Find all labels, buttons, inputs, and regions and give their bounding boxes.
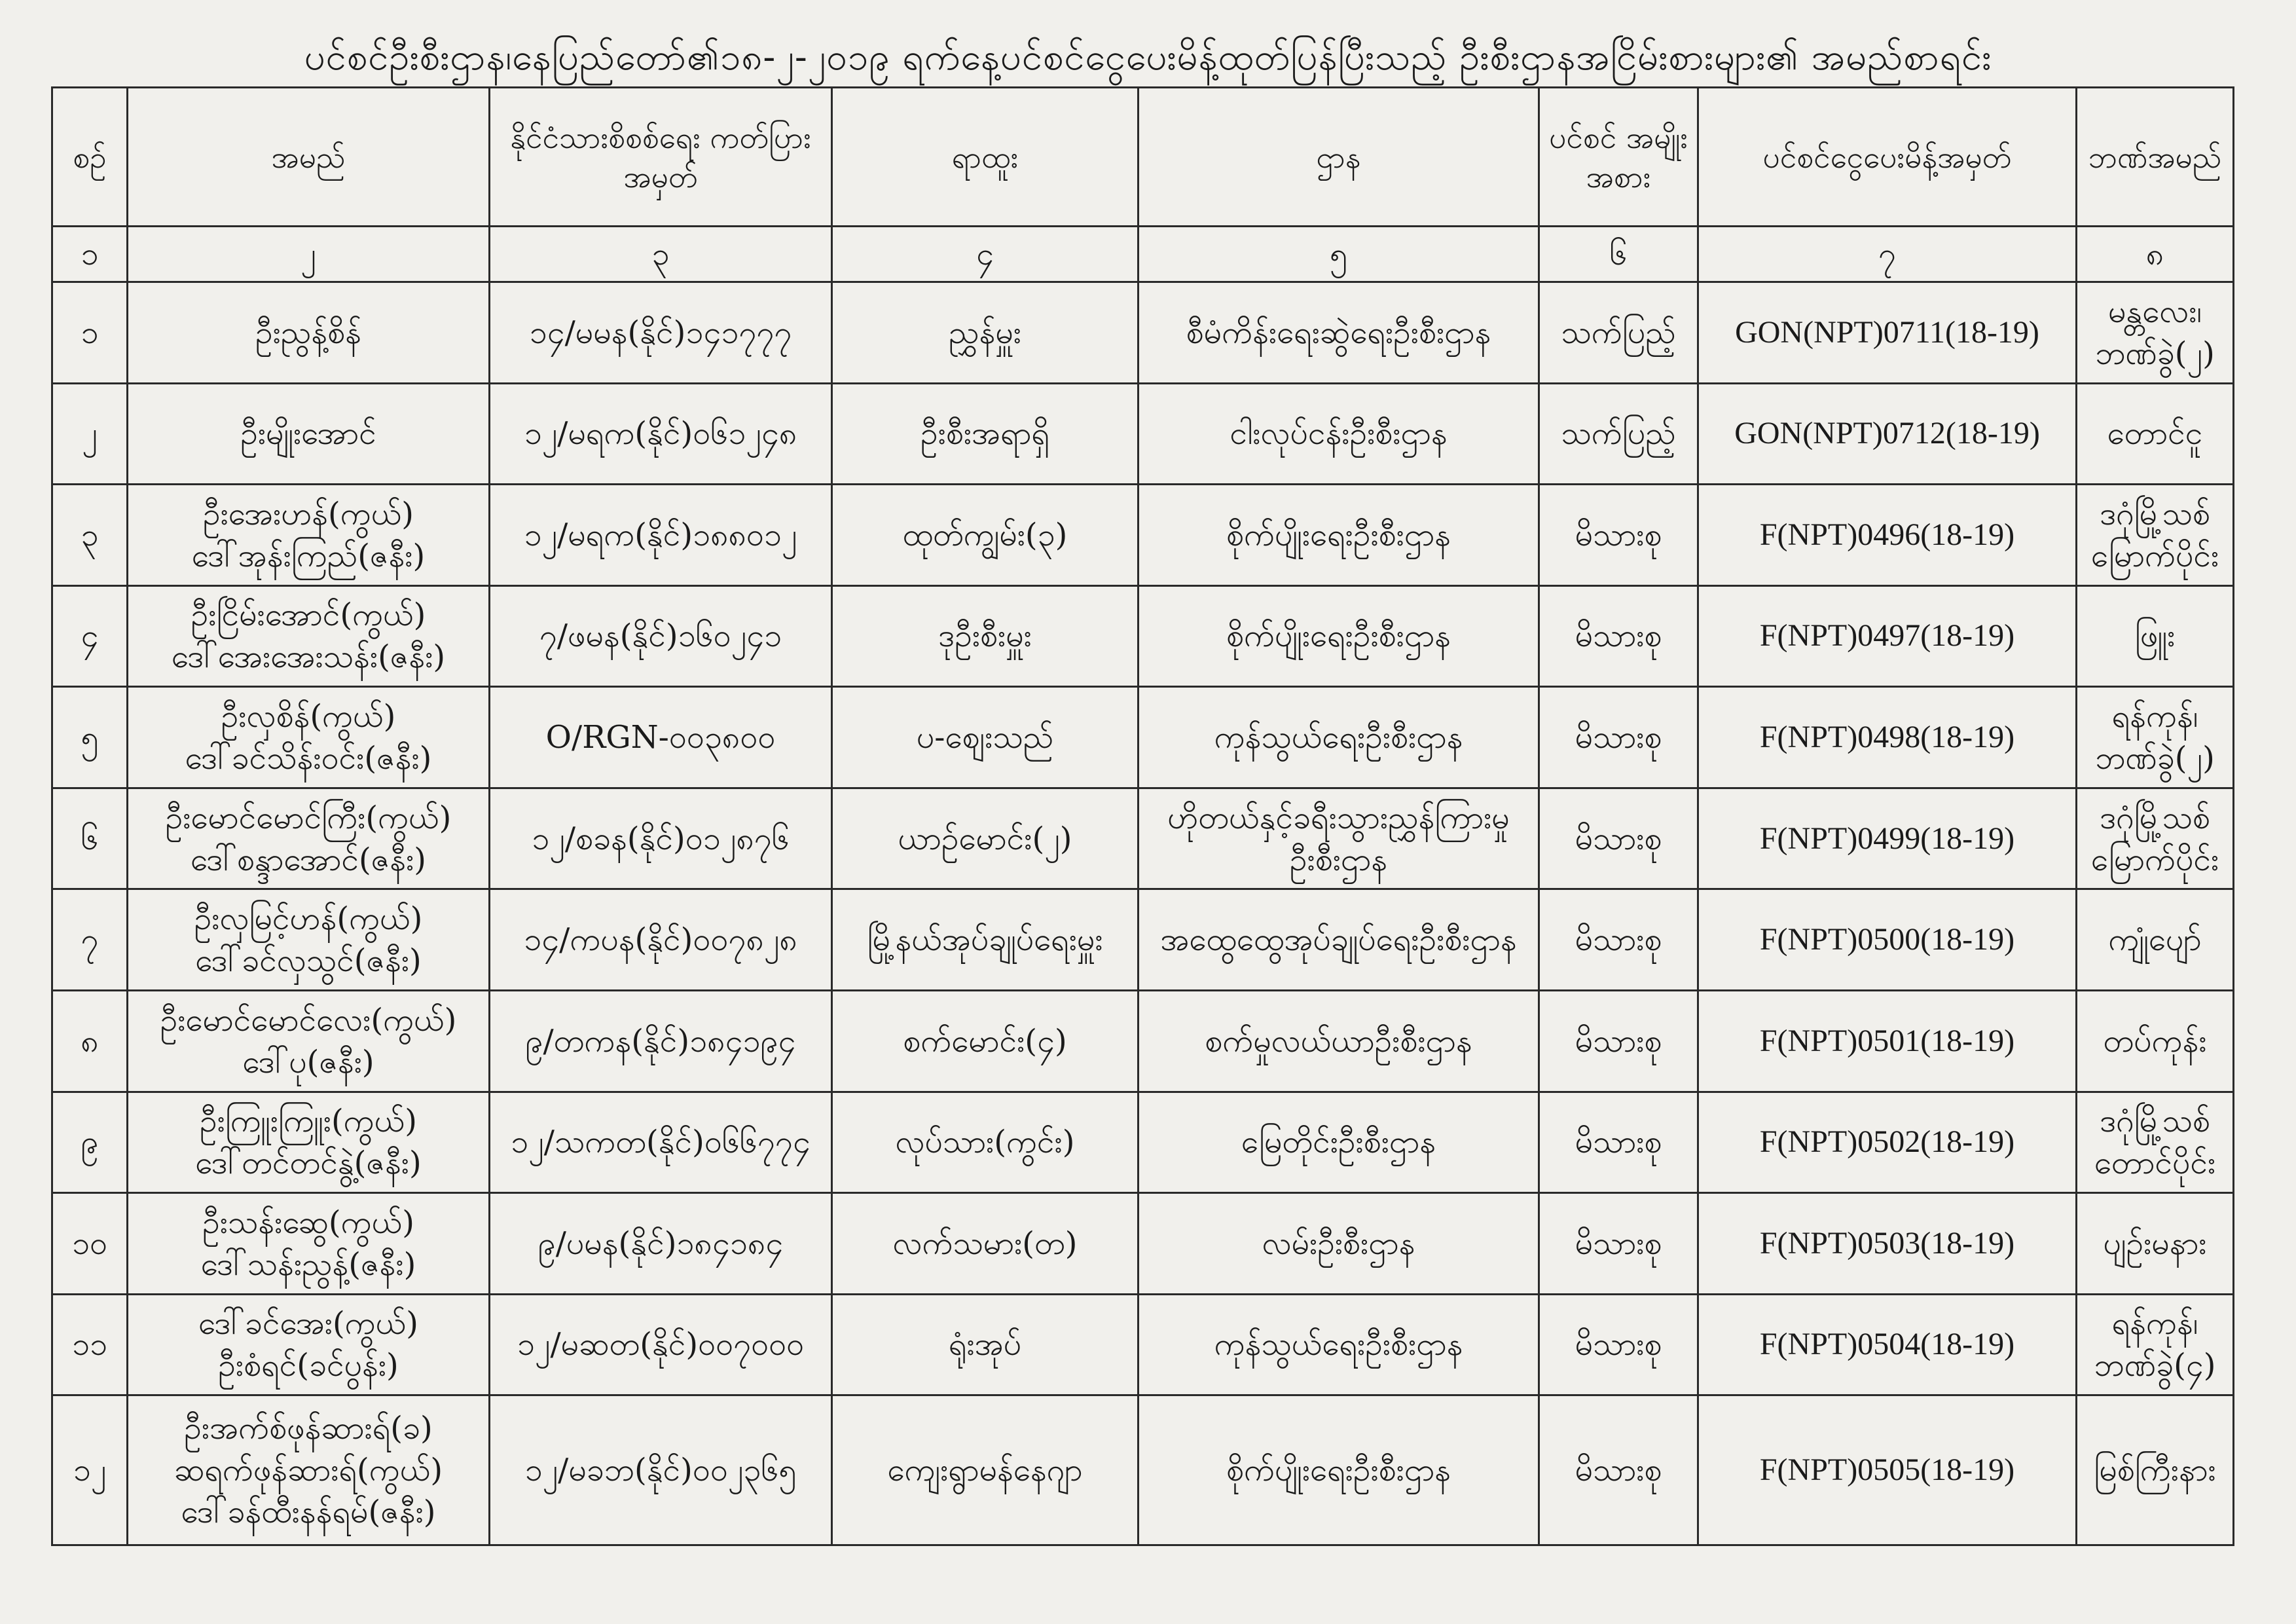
department-cell (1139, 687, 1539, 788)
document-title: ပင်စင်ဦးစီးဌာန၊နေပြည်တော်၏၁၈-၂-၂၀၁၉ ရက်နေ့ပင်စင်ငွေပေးမိန့်ထုတ်ပြန်ပြီးသည့် ဦးစီးဌာနအငြိမ်းစားများ၏ အမည်စာရင်း (304, 36, 1992, 79)
column-header-nrc: နိုင်ငံသားစိစစ်ရေး ကတ်ပြားအမှတ် (490, 88, 832, 227)
pension-order-cell: GON(NPT)0712(18-19) (1698, 383, 2077, 485)
cell-line: ဘဏ်ခွဲ(၂) (2095, 335, 2215, 372)
cell-line: ဘဏ်ခွဲ(၄) (2094, 1347, 2216, 1384)
cell-line: ရန်ကုန်၊ (2111, 698, 2198, 735)
nrc-cell: ၁၄/မမန(နိုင်)၁၄၁၇၇၇ (490, 282, 832, 384)
serial-cell: ၂ (52, 383, 128, 485)
column-number-rank: ၄ (832, 227, 1139, 282)
pension-roster-table (51, 86, 2234, 1546)
department-cell (1139, 1395, 1539, 1545)
table-row (52, 1395, 2234, 1545)
cell-line: စီမံကိန်းရေးဆွဲရေးဦးစီးဌာန (1186, 314, 1491, 351)
rank-cell: ကျေးရွာမန်နေဂျာ (832, 1395, 1139, 1545)
table-row (52, 687, 2234, 788)
cell-line: ငါးလုပ်ငန်းဦးစီးဌာန (1230, 415, 1448, 452)
bank-cell (2077, 1395, 2234, 1545)
roster-body (52, 282, 2234, 1545)
cell-line: ဦးအက်စ်ဖုန်ဆားရ်(ခ) (184, 1410, 433, 1447)
cell-line: ဒဂုံမြို့သစ် (2100, 495, 2210, 532)
pension-type-cell: မိသားစု (1539, 788, 1698, 889)
nrc-cell: ၁၄/ကပန(နိုင်)၀၀၇၈၂၈ (490, 889, 832, 991)
column-header-pension-type: ပင်စင် အမျိုး အစား (1539, 88, 1698, 227)
pension-type-cell: မိသားစု (1539, 687, 1698, 788)
name-cell (128, 687, 490, 788)
rank-cell: မြို့နယ်အုပ်ချုပ်ရေးမှူး (832, 889, 1139, 991)
pension-order-cell: F(NPT)0496(18-19) (1698, 485, 2077, 586)
name-cell (128, 1294, 490, 1395)
name-cell (128, 383, 490, 485)
cell-line: စိုက်ပျိုးရေးဦးစီးဌာန (1226, 1452, 1451, 1489)
cell-line: စိုက်ပျိုးရေးဦးစီးဌာန (1226, 618, 1451, 655)
column-number-row (52, 227, 2234, 282)
column-header-department: ဌာန (1139, 88, 1539, 227)
column-header-name: အမည် (128, 88, 490, 227)
department-cell (1139, 788, 1539, 889)
pension-type-cell: မိသားစု (1539, 889, 1698, 991)
bank-cell (2077, 485, 2234, 586)
name-cell (128, 585, 490, 687)
cell-line: တပ်ကုန်း (2103, 1022, 2207, 1060)
serial-cell: ၁၂ (52, 1395, 128, 1545)
serial-cell: ၅ (52, 687, 128, 788)
table-row (52, 788, 2234, 889)
cell-line: ဦးစံရင်(ခင်ပွန်း) (218, 1347, 399, 1384)
cell-line: ဒေါ်ခန်ထီးနန်ရမ်(ဇနီး) (181, 1494, 436, 1531)
rank-cell: ဦးစီးအရာရှိ (832, 383, 1139, 485)
cell-line: ဦးညွန့်စိန် (255, 314, 361, 351)
column-header-rank: ရာထူး (832, 88, 1139, 227)
nrc-cell: ၁၂/သကတ(နိုင်)၀၆၆၇၇၄ (490, 1092, 832, 1193)
cell-line: အထွေထွေအုပ်ချုပ်ရေးဦးစီးဌာန (1160, 921, 1517, 959)
rank-cell: ဒုဦးစီးမှူး (832, 585, 1139, 687)
nrc-cell: ၇/ဖမန(နိုင်)၁၆၀၂၄၁ (490, 585, 832, 687)
bank-cell (2077, 889, 2234, 991)
table-row (52, 1294, 2234, 1395)
pension-order-cell: F(NPT)0504(18-19) (1698, 1294, 2077, 1395)
serial-cell: ၁၀ (52, 1193, 128, 1295)
pension-order-cell: F(NPT)0500(18-19) (1698, 889, 2077, 991)
pension-type-cell: သက်ပြည့် (1539, 383, 1698, 485)
pension-order-cell: F(NPT)0503(18-19) (1698, 1193, 2077, 1295)
pension-type-cell: မိသားစု (1539, 585, 1698, 687)
name-cell (128, 990, 490, 1092)
bank-cell (2077, 383, 2234, 485)
department-cell (1139, 1092, 1539, 1193)
column-header-bank: ဘဏ်အမည် (2077, 88, 2234, 227)
cell-line: ဦးကြူးကြူး(ကွယ်) (200, 1103, 417, 1140)
rank-cell: ရုံးအုပ် (832, 1294, 1139, 1395)
pension-type-cell: မိသားစု (1539, 990, 1698, 1092)
nrc-cell: ၁၂/စခန(နိုင်)၀၁၂၈၇၆ (490, 788, 832, 889)
cell-line: ဦးစီးဌာန (1289, 841, 1388, 878)
table-row (52, 485, 2234, 586)
department-cell (1139, 1294, 1539, 1395)
column-header-serial: စဉ် (52, 88, 128, 227)
cell-line: မန္တလေး၊ (2107, 293, 2202, 330)
cell-line: ဒေါ်ခင်သိန်းဝင်း(ဇနီး) (185, 740, 432, 777)
department-cell (1139, 585, 1539, 687)
nrc-cell: O/RGN-၀၀၃၈၀၀ (490, 687, 832, 788)
serial-cell: ၄ (52, 585, 128, 687)
cell-line: ဦးလှမြင့်ဟန်(ကွယ်) (194, 900, 423, 938)
name-cell (128, 788, 490, 889)
cell-line: ဟိုတယ်နှင့်ခရီးသွားညွှန်ကြားမှု (1167, 799, 1510, 836)
cell-line: ရန်ကုန်၊ (2111, 1305, 2198, 1342)
pension-order-cell: F(NPT)0502(18-19) (1698, 1092, 2077, 1193)
cell-line: ဖြူး (2134, 618, 2176, 655)
rank-cell: ထုတ်ကျွမ်း(၃) (832, 485, 1139, 586)
serial-cell: ၉ (52, 1092, 128, 1193)
cell-line: ဦးမောင်မောင်လေး(ကွယ်) (160, 1001, 457, 1039)
serial-cell: ၇ (52, 889, 128, 991)
column-number-pension-type: ၆ (1539, 227, 1698, 282)
table-row (52, 282, 2234, 384)
name-cell (128, 485, 490, 586)
nrc-cell: ၁၂/မခဘ(နိုင်)၀၀၂၃၆၅ (490, 1395, 832, 1545)
cell-line: ဆရက်ဖုန်ဆားရ်(ကွယ်) (173, 1452, 443, 1489)
bank-cell (2077, 1092, 2234, 1193)
cell-line: မြစ်ကြီးနား (2094, 1452, 2216, 1489)
cell-line: ဒေါ်ခင်လှသွင်(ဇနီး) (195, 942, 422, 980)
cell-line: ဒေါ်တင်တင်နွဲ့(ဇနီး) (195, 1145, 422, 1182)
serial-cell: ၆ (52, 788, 128, 889)
cell-line: ဦးသန်းဆွေ(ကွယ်) (202, 1204, 414, 1241)
cell-line: ဒေါ်ခင်အေး(ကွယ်) (198, 1305, 418, 1342)
column-number-pension-order: ၇ (1698, 227, 2077, 282)
bank-cell (2077, 1193, 2234, 1295)
serial-cell: ၁၁ (52, 1294, 128, 1395)
cell-line: ဒေါ်ပု(ဇနီး) (242, 1043, 374, 1080)
table-row (52, 585, 2234, 687)
table-row (52, 990, 2234, 1092)
cell-line: ဒေါ်အုန်းကြည်(ဇနီး) (191, 537, 426, 574)
name-cell (128, 889, 490, 991)
bank-cell (2077, 282, 2234, 384)
bank-cell (2077, 1294, 2234, 1395)
nrc-cell: ၁၂/မရက(နိုင်)၁၈၈၀၁၂ (490, 485, 832, 586)
cell-line: စက်မှုလယ်ယာဦးစီးဌာန (1205, 1022, 1472, 1060)
cell-line: ဦးအေးဟန်(ကွယ်) (202, 495, 414, 532)
header-row (52, 88, 2234, 227)
cell-line: ဦးလှစိန်(ကွယ်) (221, 698, 396, 735)
column-number-serial: ၁ (52, 227, 128, 282)
column-number-bank: ၈ (2077, 227, 2234, 282)
cell-line: ကုန်သွယ်ရေးဦးစီးဌာန (1214, 719, 1463, 756)
cell-line: ဦးမောင်မောင်ကြီး(ကွယ်) (165, 799, 452, 836)
cell-line: မြောက်ပိုင်း (2090, 841, 2219, 878)
department-cell (1139, 1193, 1539, 1295)
rank-cell: ညွှန်မှူး (832, 282, 1139, 384)
cell-line: ဘဏ်ခွဲ(၂) (2095, 740, 2215, 777)
cell-line: စိုက်ပျိုးရေးဦးစီးဌာန (1226, 516, 1451, 553)
bank-cell (2077, 788, 2234, 889)
name-cell (128, 1193, 490, 1295)
cell-line: ဒဂုံမြို့သစ် (2100, 799, 2210, 836)
name-cell (128, 1092, 490, 1193)
nrc-cell: ၁၂/မဆတ(နိုင်)၀၀၇၀၀၀ (490, 1294, 832, 1395)
column-number-department: ၅ (1139, 227, 1539, 282)
column-number-nrc: ၃ (490, 227, 832, 282)
cell-line: ဒေါ်အေးအေးသန်း(ဇနီး) (171, 638, 446, 676)
cell-line: ဒေါ်သန်းညွန့်(ဇနီး) (200, 1246, 416, 1283)
cell-line: ကျုံပျော် (2108, 921, 2202, 959)
department-cell (1139, 990, 1539, 1092)
rank-cell: ယာဉ်မောင်း(၂) (832, 788, 1139, 889)
cell-line: မြေတိုင်းဦးစီးဌာန (1241, 1124, 1436, 1161)
cell-line: လမ်းဦးစီးဌာန (1262, 1225, 1415, 1262)
pension-order-cell: GON(NPT)0711(18-19) (1698, 282, 2077, 384)
table-row (52, 1092, 2234, 1193)
cell-line: ဒေါ်စန္ဒာအောင်(ဇနီး) (190, 841, 427, 878)
table-row (52, 889, 2234, 991)
pension-type-cell: မိသားစု (1539, 1395, 1698, 1545)
rank-cell: လုပ်သား(ကွင်း) (832, 1092, 1139, 1193)
department-cell (1139, 383, 1539, 485)
department-cell (1139, 282, 1539, 384)
serial-cell: ၁ (52, 282, 128, 384)
cell-line: ကုန်သွယ်ရေးဦးစီးဌာန (1214, 1326, 1463, 1363)
serial-cell: ၃ (52, 485, 128, 586)
pension-type-cell: မိသားစု (1539, 485, 1698, 586)
department-cell (1139, 889, 1539, 991)
cell-line: ဦးငြိမ်းအောင်(ကွယ်) (191, 597, 426, 634)
pension-order-cell: F(NPT)0499(18-19) (1698, 788, 2077, 889)
table-row (52, 1193, 2234, 1295)
bank-cell (2077, 990, 2234, 1092)
column-number-name: ၂ (128, 227, 490, 282)
cell-line: ဒဂုံမြို့သစ် (2100, 1103, 2210, 1140)
pension-order-cell: F(NPT)0497(18-19) (1698, 585, 2077, 687)
rank-cell: လက်သမား(တ) (832, 1193, 1139, 1295)
column-header-pension-order: ပင်စင်ငွေပေးမိန့်အမှတ် (1698, 88, 2077, 227)
pension-type-cell: မိသားစု (1539, 1092, 1698, 1193)
cell-line: ဦးမျိုးအောင် (240, 415, 376, 452)
serial-cell: ၈ (52, 990, 128, 1092)
rank-cell: ပ-စျေးသည် (832, 687, 1139, 788)
rank-cell: စက်မောင်း(၄) (832, 990, 1139, 1092)
cell-line: တောင်ပိုင်း (2094, 1145, 2216, 1182)
cell-line: တောင်ငူ (2107, 415, 2203, 452)
nrc-cell: ၉/ပမန(နိုင်)၁၈၄၁၈၄ (490, 1193, 832, 1295)
bank-cell (2077, 585, 2234, 687)
cell-line: ပျဉ်းမနား (2103, 1225, 2207, 1262)
cell-line: မြောက်ပိုင်း (2090, 537, 2219, 574)
pension-order-cell: F(NPT)0505(18-19) (1698, 1395, 2077, 1545)
pension-type-cell: မိသားစု (1539, 1193, 1698, 1295)
bank-cell (2077, 687, 2234, 788)
pension-order-cell: F(NPT)0501(18-19) (1698, 990, 2077, 1092)
nrc-cell: ၉/တကန(နိုင်)၁၈၄၁၉၄ (490, 990, 832, 1092)
department-cell (1139, 485, 1539, 586)
name-cell (128, 1395, 490, 1545)
pension-order-cell: F(NPT)0498(18-19) (1698, 687, 2077, 788)
nrc-cell: ၁၂/မရက(နိုင်)၀၆၁၂၄၈ (490, 383, 832, 485)
pension-type-cell: မိသားစု (1539, 1294, 1698, 1395)
name-cell (128, 282, 490, 384)
pension-type-cell: သက်ပြည့် (1539, 282, 1698, 384)
table-row (52, 383, 2234, 485)
